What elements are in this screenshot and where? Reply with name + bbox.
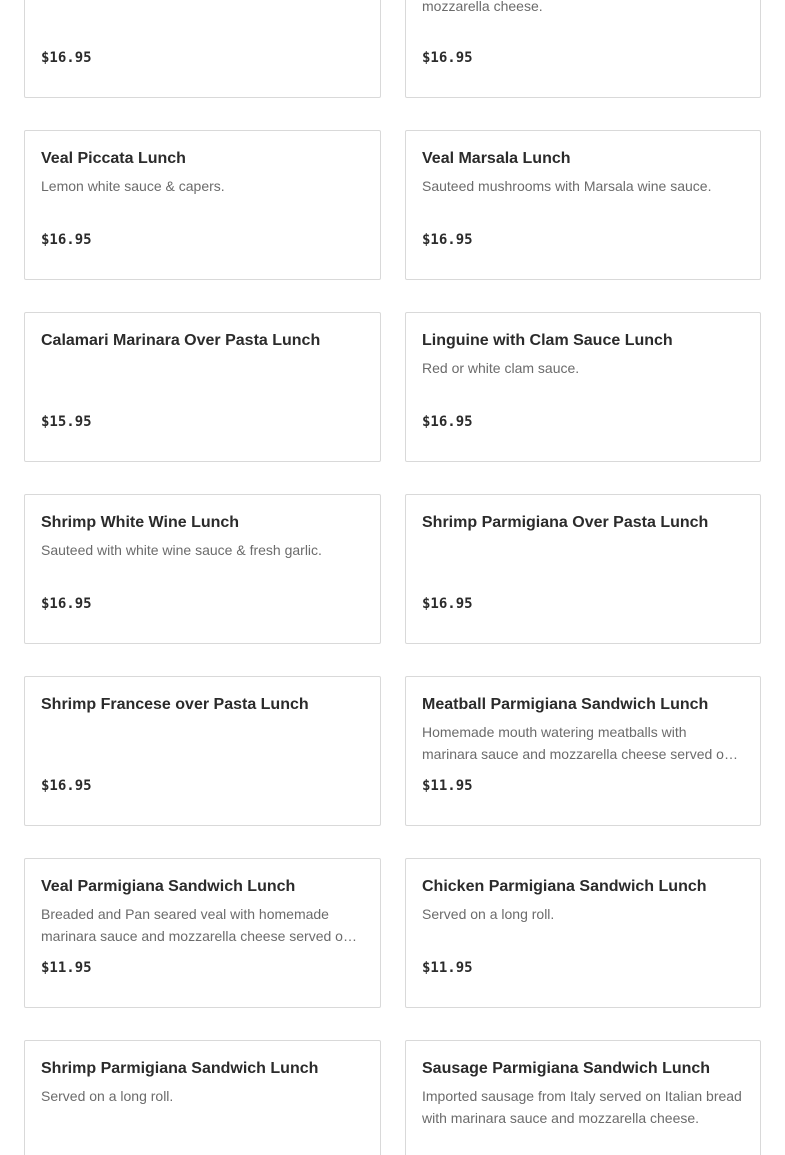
menu-item-title: Calamari Marinara Over Pasta Lunch <box>41 332 321 349</box>
menu-item-price: $11.95 <box>422 778 473 794</box>
menu-item-title: Veal Parmigiana Sandwich Lunch <box>41 878 296 895</box>
menu-item-title: Shrimp White Wine Lunch <box>41 514 240 531</box>
menu-item-card[interactable] <box>405 312 761 462</box>
menu-item-card[interactable] <box>405 858 761 1008</box>
menu-item-title: Shrimp Parmigiana Over Pasta Lunch <box>422 514 709 531</box>
menu-item-title: Sausage Parmigiana Sandwich Lunch <box>422 1060 711 1077</box>
menu-item-title: Meatball Parmigiana Sandwich Lunch <box>422 696 709 713</box>
menu-item-card[interactable] <box>24 130 381 280</box>
menu-item-price: $16.95 <box>41 232 92 248</box>
menu-item-description: Sauteed mushrooms with Marsala wine sauce. <box>422 178 712 194</box>
menu-item-price: $16.95 <box>41 596 92 612</box>
menu-item-description: Imported sausage from Italy served on Italian bread with marinara sauce and mozzarella cheese. <box>422 1088 742 1126</box>
menu-item-price: $16.95 <box>422 414 473 430</box>
menu-item-grid <box>24 0 761 1155</box>
menu-item-description: Lemon white sauce & capers. <box>41 178 225 194</box>
menu-item-title: Linguine with Clam Sauce Lunch <box>422 332 673 349</box>
menu-item-card[interactable] <box>24 0 381 98</box>
menu-item-description: mozzarella cheese. <box>422 0 543 14</box>
menu-item-description: Homemade mouth watering meatballs with marinara sauce and mozzarella cheese served on a <box>422 724 744 762</box>
menu-item-description: Breaded and Pan seared veal with homemade marinara sauce and mozzarella cheese served on a <box>41 906 363 944</box>
menu-item-title: Chicken Parmigiana Sandwich Lunch <box>422 878 707 895</box>
menu-item-price: $16.95 <box>422 232 473 248</box>
menu-item-description: Sauteed with white wine sauce & fresh garlic. <box>41 542 322 558</box>
menu-item-card[interactable] <box>24 494 381 644</box>
menu-item-title: Veal Marsala Lunch <box>422 150 571 167</box>
menu-item-price: $16.95 <box>41 50 92 66</box>
menu-item-price: $16.95 <box>422 596 473 612</box>
menu-item-card[interactable] <box>405 1040 761 1155</box>
menu-item-title: Veal Piccata Lunch <box>41 150 186 167</box>
menu-item-price: $11.95 <box>41 960 92 976</box>
menu-item-card[interactable] <box>24 1040 381 1155</box>
menu-item-card[interactable] <box>405 130 761 280</box>
menu-item-description: Served on a long roll. <box>41 1088 174 1104</box>
menu-item-card[interactable] <box>24 676 381 826</box>
menu-item-price: $15.95 <box>41 414 92 430</box>
menu-item-card[interactable] <box>24 312 381 462</box>
menu-item-title: Shrimp Francese over Pasta Lunch <box>41 696 309 713</box>
menu-item-description: Red or white clam sauce. <box>422 360 580 376</box>
menu-item-price: $16.95 <box>422 50 473 66</box>
menu-item-title: Shrimp Parmigiana Sandwich Lunch <box>41 1060 319 1077</box>
menu-item-card[interactable] <box>405 494 761 644</box>
menu-item-price: $11.95 <box>422 960 473 976</box>
menu-item-price: $16.95 <box>41 778 92 794</box>
menu-item-description: Served on a long roll. <box>422 906 555 922</box>
menu-item-card[interactable] <box>24 858 381 1008</box>
menu-item-card[interactable] <box>405 676 761 826</box>
menu-item-card[interactable] <box>405 0 761 98</box>
